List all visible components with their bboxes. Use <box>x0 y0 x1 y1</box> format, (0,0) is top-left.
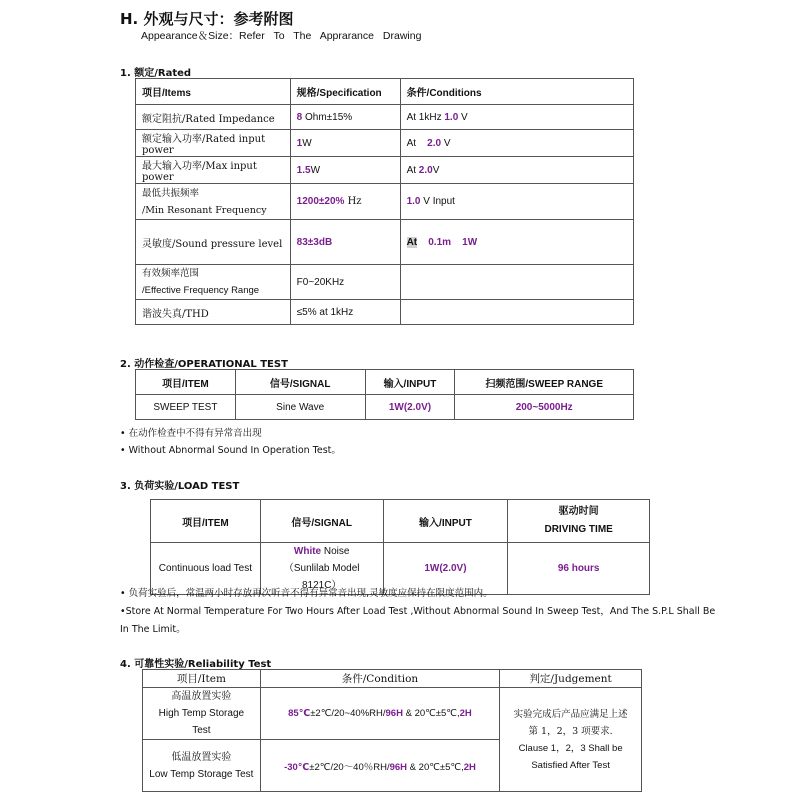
load-note-en-cont: In The Limit。 <box>120 624 186 635</box>
table-row: 低温放置实验 Low Temp Storage Test -30℃±2℃/20～40％RH/96H & 20℃±5℃,2H <box>143 740 642 792</box>
header-spec: 规格/Specification <box>290 79 400 105</box>
section-operational-title: 2. 动作检查/OPERATIONAL TEST <box>120 359 288 370</box>
table-row: 额定阻抗/Rated Impedance 8 Ohm±15% At 1kHz 1.0 V <box>136 105 634 130</box>
table-row: 灵敏度/Sound pressure level 83±3dB At 0.1m 1W <box>136 220 634 265</box>
load-note-en: •Store At Normal Temperature For Two Hours After Load Test ,Without Abnormal Sound In Sweep Test，And The S.P.L Shall Be <box>120 606 716 617</box>
table-row: 最大输入功率/Max input power 1.5W At 2.0V <box>136 157 634 184</box>
header-items: 项目/Items <box>136 79 291 105</box>
table-row: 最低共振频率 /Min Resonant Frequency 1200±20% Hz 1.0 V Input <box>136 184 634 220</box>
table-row: SWEEP TEST Sine Wave 1W(2.0V) 200~5000Hz <box>136 395 634 420</box>
operational-table: 项目/ITEM 信号/SIGNAL 输入/INPUT 扫频范围/SWEEP RANGE SWEEP TEST Sine Wave 1W(2.0V) 200~5000Hz <box>135 369 634 420</box>
table-row: Continuous load Test White Noise （Sunlilab Model 8121C） 1W(2.0V) 96 hours <box>151 543 650 595</box>
table-row: 谐波失真/THD ≤5% at 1kHz <box>136 300 634 325</box>
table-row: 高温放置实验 High Temp Storage Test 85℃±2℃/20~40%RH/96H & 20℃±5℃,2H 实验完成后产品应满足上述 第 1，2，3 项要求. Clause 1，2，3 Shall be Satisfied After Test <box>143 688 642 740</box>
section-reliability-title: 4. 可靠性实验/Reliability Test <box>120 659 272 670</box>
table-row: 额定输入功率/Rated input power 1W At 2.0 V <box>136 130 634 157</box>
table-row: 有效频率范围 /Effective Frequency Range F0~20KHz <box>136 265 634 300</box>
reliability-table: 项目/Item 条件/Condition 判定/Judgement 高温放置实验 High Temp Storage Test 85℃±2℃/20~40%RH/96H & 20℃±5℃,2H 实验完成后产品应满足上述 第 1，2，3 项要求. Clause 1，2，3 Shall be Satisfied After Test 低温放置实验 Low Temp Storage Test -30℃±2℃/20～40％RH/96H & 20℃±5℃,2H <box>142 669 642 792</box>
operational-note-en: • Without Abnormal Sound In Operation Test。 <box>120 445 341 456</box>
header-conditions: 条件/Conditions <box>400 79 633 105</box>
section-rated-title: 1. 额定/Rated <box>120 68 192 79</box>
section-title-appearance: H. 外观与尺寸：参考附图 <box>120 10 294 28</box>
rated-table <box>135 78 634 325</box>
load-note-cn: • 负荷实验后，常温两小时存放再次听音不得有异常音出现,灵敏度应保持在限度范围内。 <box>120 588 493 599</box>
load-table: 项目/ITEM 信号/SIGNAL 输入/INPUT 驱动时间 DRIVING TIME Continuous load Test White Noise （Sunlilab Model 8121C） 1W(2.0V) 96 hours <box>150 499 650 595</box>
appearance-subtitle: Appearance＆Size：Refer To The Apprarance Drawing <box>141 30 422 42</box>
operational-note-cn: • 在动作检查中不得有异常音出现 <box>120 428 262 439</box>
section-load-title: 3. 负荷实验/LOAD TEST <box>120 481 240 492</box>
